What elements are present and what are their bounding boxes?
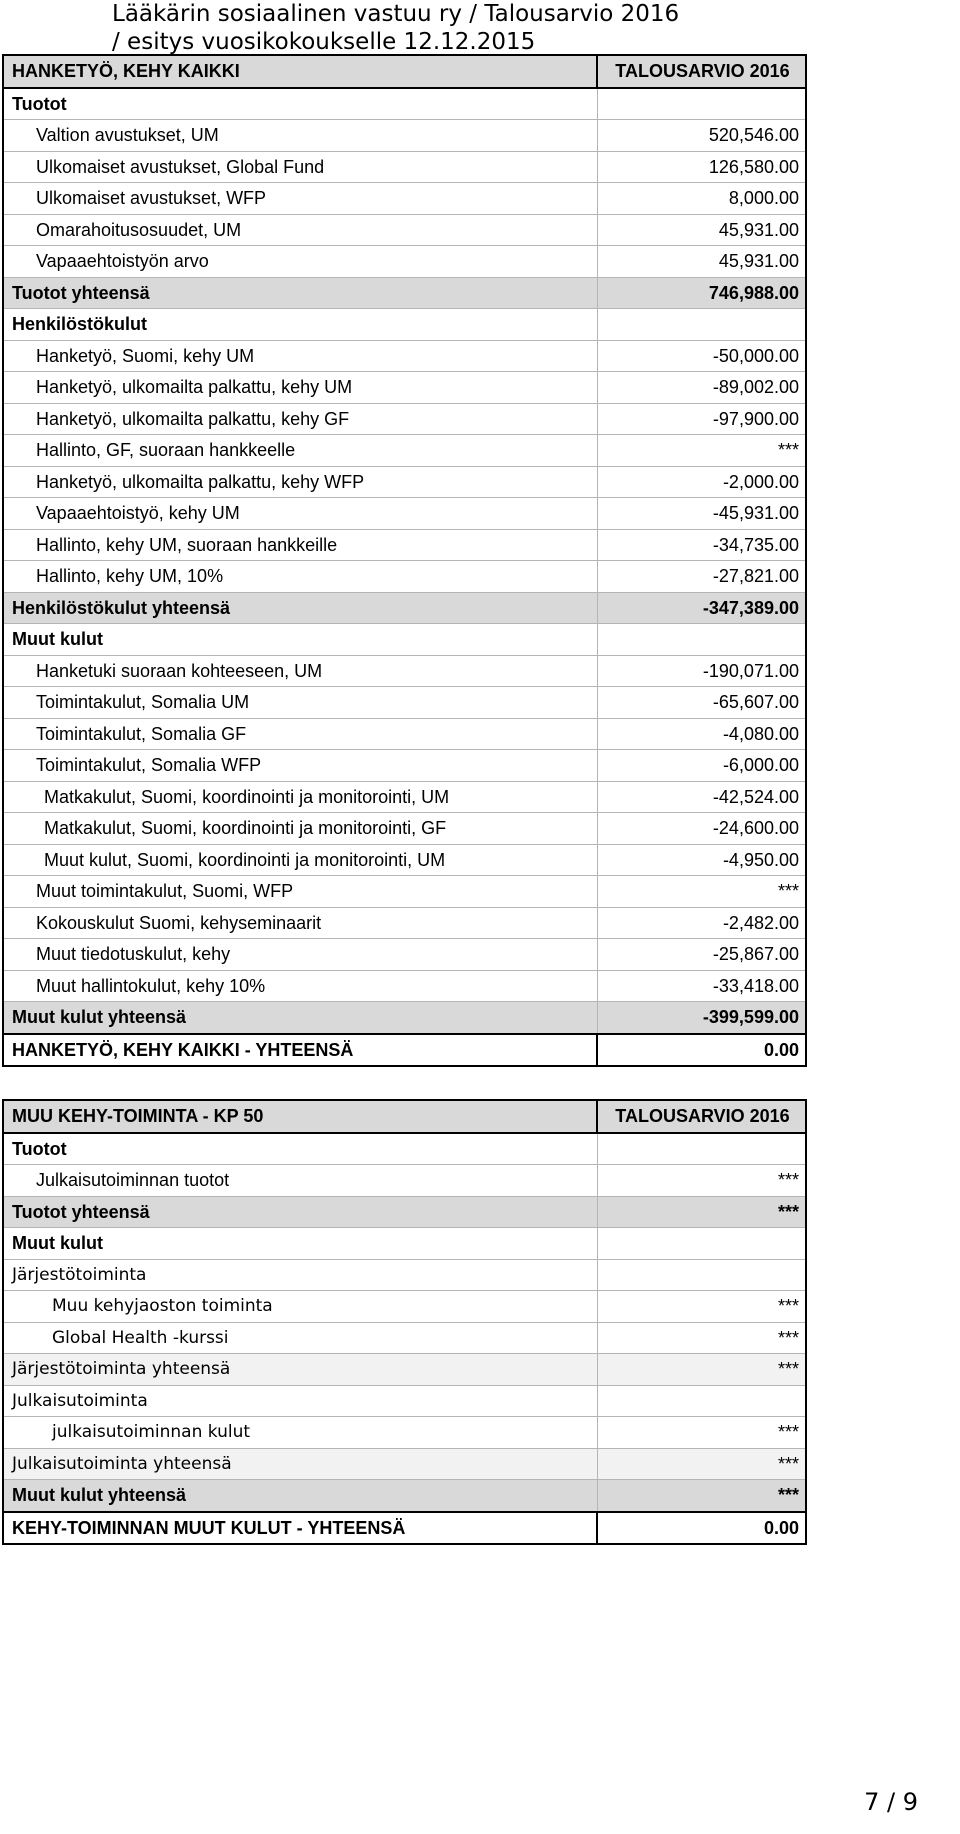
row-amount: -6,000.00 <box>597 750 806 782</box>
table-title-row <box>3 55 806 88</box>
row-label: Hanketyö, ulkomailta palkattu, kehy WFP <box>3 466 597 498</box>
row-label: Hallinto, kehy UM, 10% <box>3 561 597 593</box>
row-amount <box>597 1259 806 1291</box>
table-row <box>3 435 806 467</box>
table-row <box>3 1480 806 1512</box>
row-label: Toimintakulut, Somalia UM <box>3 687 597 719</box>
table-row <box>3 151 806 183</box>
table-row <box>3 718 806 750</box>
row-label: Muut toimintakulut, Suomi, WFP <box>3 876 597 908</box>
table-row <box>3 372 806 404</box>
table-row <box>3 1259 806 1291</box>
table-row <box>3 277 806 309</box>
row-label: Muut tiedotuskulut, kehy <box>3 939 597 971</box>
row-label: Julkaisutoiminnan tuotot <box>3 1165 597 1197</box>
row-label: Hanketuki suoraan kohteeseen, UM <box>3 655 597 687</box>
row-label: Omarahoitusosuudet, UM <box>3 214 597 246</box>
row-amount: -25,867.00 <box>597 939 806 971</box>
table-row <box>3 781 806 813</box>
row-label: Muut kulut <box>3 624 597 656</box>
row-amount: -24,600.00 <box>597 813 806 845</box>
row-label: Matkakulut, Suomi, koordinointi ja monitorointi, GF <box>3 813 597 845</box>
row-amount: -42,524.00 <box>597 781 806 813</box>
table-row <box>3 687 806 719</box>
row-amount: -347,389.00 <box>597 592 806 624</box>
row-label: Muut kulut yhteensä <box>3 1002 597 1034</box>
table-row <box>3 340 806 372</box>
row-label: Hanketyö, Suomi, kehy UM <box>3 340 597 372</box>
row-label: Tuotot yhteensä <box>3 277 597 309</box>
row-amount: -33,418.00 <box>597 970 806 1002</box>
row-label: Toimintakulut, Somalia WFP <box>3 750 597 782</box>
table-row <box>3 1322 806 1354</box>
table-row <box>3 88 806 120</box>
row-label: HANKETYÖ, KEHY KAIKKI - YHTEENSÄ <box>3 1034 597 1067</box>
row-label: Ulkomaiset avustukset, WFP <box>3 183 597 215</box>
row-amount: 0.00 <box>597 1512 806 1545</box>
row-amount: 0.00 <box>597 1034 806 1067</box>
row-amount <box>597 1385 806 1417</box>
table-row <box>3 1196 806 1228</box>
column-header: TALOUSARVIO 2016 <box>597 55 806 88</box>
row-label: Hanketyö, ulkomailta palkattu, kehy GF <box>3 403 597 435</box>
row-amount: -34,735.00 <box>597 529 806 561</box>
table-title: HANKETYÖ, KEHY KAIKKI <box>3 55 597 88</box>
table-row <box>3 939 806 971</box>
row-label: Järjestötoiminta yhteensä <box>3 1354 597 1386</box>
table-title: MUU KEHY-TOIMINTA - KP 50 <box>3 1100 597 1133</box>
row-amount: -89,002.00 <box>597 372 806 404</box>
table-row <box>3 970 806 1002</box>
row-label: Henkilöstökulut yhteensä <box>3 592 597 624</box>
row-amount: *** <box>597 1354 806 1386</box>
row-amount: -190,071.00 <box>597 655 806 687</box>
row-amount: *** <box>597 1165 806 1197</box>
row-label: Tuotot <box>3 88 597 120</box>
row-amount: -45,931.00 <box>597 498 806 530</box>
table-row <box>3 561 806 593</box>
row-label: Toimintakulut, Somalia GF <box>3 718 597 750</box>
table-row <box>3 1417 806 1449</box>
table-row <box>3 592 806 624</box>
row-label: Valtion avustukset, UM <box>3 120 597 152</box>
row-amount: -399,599.00 <box>597 1002 806 1034</box>
row-label: Julkaisutoiminta <box>3 1385 597 1417</box>
row-amount: *** <box>597 1291 806 1323</box>
row-amount: -50,000.00 <box>597 340 806 372</box>
row-label: Vapaaehtoistyö, kehy UM <box>3 498 597 530</box>
table-row <box>3 1354 806 1386</box>
row-amount: -65,607.00 <box>597 687 806 719</box>
column-header: TALOUSARVIO 2016 <box>597 1100 806 1133</box>
row-amount <box>597 309 806 341</box>
row-label: Muu kehyjaoston toiminta <box>3 1291 597 1323</box>
table-row <box>3 624 806 656</box>
table-row <box>3 876 806 908</box>
table-row <box>3 844 806 876</box>
budget-table-muu-kehy <box>2 1099 807 1545</box>
table-row <box>3 750 806 782</box>
row-amount: -2,482.00 <box>597 907 806 939</box>
page-number: 7 / 9 <box>864 1788 918 1816</box>
row-amount: 8,000.00 <box>597 183 806 215</box>
table-row <box>3 498 806 530</box>
row-label: Ulkomaiset avustukset, Global Fund <box>3 151 597 183</box>
table-row <box>3 813 806 845</box>
table-row <box>3 1512 806 1545</box>
row-label: Matkakulut, Suomi, koordinointi ja monitorointi, UM <box>3 781 597 813</box>
table-row <box>3 529 806 561</box>
table-row <box>3 309 806 341</box>
table-row <box>3 1034 806 1067</box>
header-line-2: / esitys vuosikokoukselle 12.12.2015 <box>112 29 536 55</box>
row-amount <box>597 1228 806 1260</box>
row-label: Tuotot yhteensä <box>3 1196 597 1228</box>
row-label: Hanketyö, ulkomailta palkattu, kehy UM <box>3 372 597 404</box>
row-amount: 45,931.00 <box>597 214 806 246</box>
row-label: Hallinto, GF, suoraan hankkeelle <box>3 435 597 467</box>
row-label: julkaisutoiminnan kulut <box>3 1417 597 1449</box>
table-row <box>3 403 806 435</box>
table-row <box>3 1133 806 1165</box>
row-amount: *** <box>597 876 806 908</box>
row-label: Muut hallintokulut, kehy 10% <box>3 970 597 1002</box>
row-amount: -4,950.00 <box>597 844 806 876</box>
row-amount: *** <box>597 1322 806 1354</box>
row-amount: *** <box>597 435 806 467</box>
table-row <box>3 1448 806 1480</box>
row-amount <box>597 1133 806 1165</box>
row-label: Vapaaehtoistyön arvo <box>3 246 597 278</box>
row-label: Muut kulut, Suomi, koordinointi ja monitorointi, UM <box>3 844 597 876</box>
row-amount: 45,931.00 <box>597 246 806 278</box>
row-label: Muut kulut yhteensä <box>3 1480 597 1512</box>
row-label: Tuotot <box>3 1133 597 1165</box>
table-row <box>3 1228 806 1260</box>
row-amount: -97,900.00 <box>597 403 806 435</box>
row-amount: *** <box>597 1417 806 1449</box>
row-amount: 126,580.00 <box>597 151 806 183</box>
row-amount <box>597 624 806 656</box>
table-title-row <box>3 1100 806 1133</box>
row-label: KEHY-TOIMINNAN MUUT KULUT - YHTEENSÄ <box>3 1512 597 1545</box>
budget-table-hanketyo <box>2 54 807 1067</box>
row-amount: *** <box>597 1196 806 1228</box>
table-row <box>3 907 806 939</box>
table-row <box>3 1385 806 1417</box>
row-amount: -2,000.00 <box>597 466 806 498</box>
row-amount: *** <box>597 1480 806 1512</box>
table-row <box>3 466 806 498</box>
table-row <box>3 1002 806 1034</box>
row-label: Kokouskulut Suomi, kehyseminaarit <box>3 907 597 939</box>
row-label: Global Health -kurssi <box>3 1322 597 1354</box>
header-line-1: Lääkärin sosiaalinen vastuu ry / Talousarvio 2016 <box>112 1 680 27</box>
row-amount: 746,988.00 <box>597 277 806 309</box>
table-row <box>3 120 806 152</box>
table-row <box>3 246 806 278</box>
document-header <box>112 0 712 56</box>
table-row <box>3 1165 806 1197</box>
row-label: Henkilöstökulut <box>3 309 597 341</box>
row-label: Järjestötoiminta <box>3 1259 597 1291</box>
table-row <box>3 655 806 687</box>
row-amount: 520,546.00 <box>597 120 806 152</box>
table-row <box>3 214 806 246</box>
row-amount: -4,080.00 <box>597 718 806 750</box>
row-amount: *** <box>597 1448 806 1480</box>
row-label: Muut kulut <box>3 1228 597 1260</box>
row-amount: -27,821.00 <box>597 561 806 593</box>
row-amount <box>597 88 806 120</box>
table-row <box>3 183 806 215</box>
table-row <box>3 1291 806 1323</box>
row-label: Hallinto, kehy UM, suoraan hankkeille <box>3 529 597 561</box>
row-label: Julkaisutoiminta yhteensä <box>3 1448 597 1480</box>
